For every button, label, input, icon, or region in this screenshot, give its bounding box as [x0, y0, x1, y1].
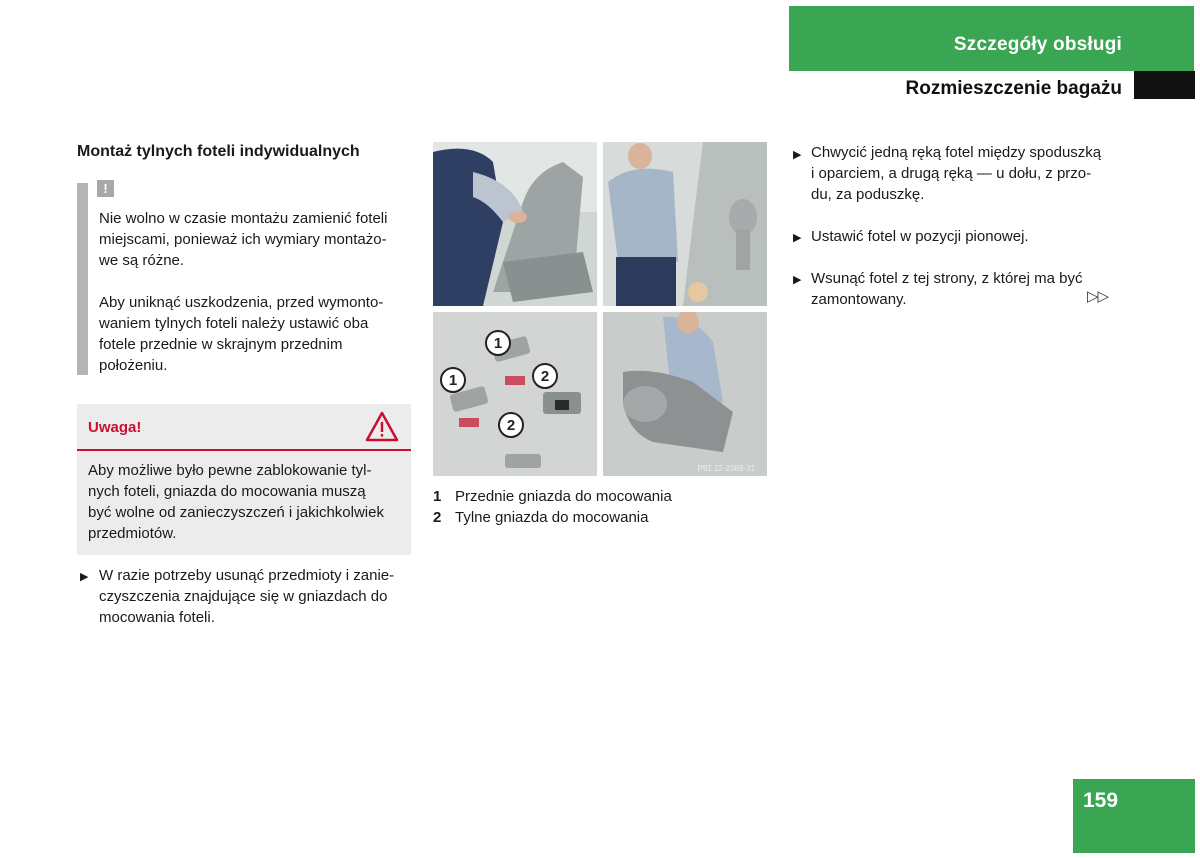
- photo-seat-placement: [603, 142, 767, 306]
- subsection-marker: [1134, 71, 1195, 99]
- step-2-text: Ustawić fotel w pozycji pionowej.: [811, 228, 1029, 245]
- section-heading: Montaż tylnych foteli indywidualnych: [77, 143, 360, 160]
- note-paragraph-1: Nie wolno w czasie montażu zamienić foteli miejscami, ponieważ ich wymiary montażo- we są różne.: [99, 210, 388, 269]
- callout-1b: 1: [493, 335, 503, 352]
- photo-seat-insertion: [603, 310, 767, 476]
- caption-2: [433, 507, 648, 528]
- callout-2b: 2: [506, 417, 516, 434]
- warning-divider: [77, 449, 411, 451]
- caption-1-text: Przednie gniazda do mocowania: [455, 488, 672, 505]
- seat-installation-photos: [433, 142, 767, 476]
- caption-1-number: 1: [433, 488, 442, 505]
- photo-seat-handling: [433, 142, 597, 306]
- bullet-arrow-icon: ▶: [793, 274, 802, 286]
- callout-1a: 1: [448, 372, 458, 389]
- bullet-arrow-icon: ▶: [793, 232, 802, 244]
- caption-2-text: Tylne gniazda do mocowania: [455, 509, 649, 526]
- note-sidebar: [77, 183, 88, 375]
- bullet-arrow-icon: ▶: [80, 571, 89, 583]
- subsection-title: Rozmieszczenie bagażu: [905, 78, 1122, 99]
- note-paragraph-2: Aby uniknąć uszkodzenia, przed wymonto- waniem tylnych foteli należy ustawić oba fotele przednie w skrajnym przednim położeniu.: [99, 294, 384, 374]
- warning-title: Uwaga!: [88, 419, 142, 436]
- page-number: 159: [1083, 789, 1119, 812]
- step-3-text: Wsunąć fotel z tej strony, z której ma być zamontowany.: [811, 270, 1083, 308]
- step-1-text: Chwycić jedną ręką fotel między spoduszką i oparciem, a drugą ręką — u dołu, z przo- du, za poduszkę.: [811, 144, 1102, 203]
- callout-2a: 2: [540, 368, 550, 385]
- caption-2-number: 2: [433, 509, 442, 526]
- bullet-arrow-icon: ▶: [793, 149, 802, 161]
- photo-mounting-sockets: [433, 312, 597, 476]
- image-code: P91.22-2089-31: [697, 464, 755, 473]
- warning-triangle-icon: [365, 411, 399, 442]
- section-title: Szczegóły obsługi: [953, 34, 1122, 55]
- instruction-text: W razie potrzeby usunąć przedmioty i zanie- czyszczenia znajdujące się w gniazdach do mocowania foteli.: [99, 567, 395, 626]
- caption-1: [433, 486, 672, 507]
- warning-text: Aby możliwe było pewne zablokowanie tyl- nych foteli, gniazda do mocowania muszą być wolne od zanieczyszczeń i jakichkolwiek przedmiotów.: [88, 462, 384, 542]
- exclamation-icon: !: [97, 180, 114, 197]
- continue-arrow-icon: ▷▷: [1087, 288, 1109, 305]
